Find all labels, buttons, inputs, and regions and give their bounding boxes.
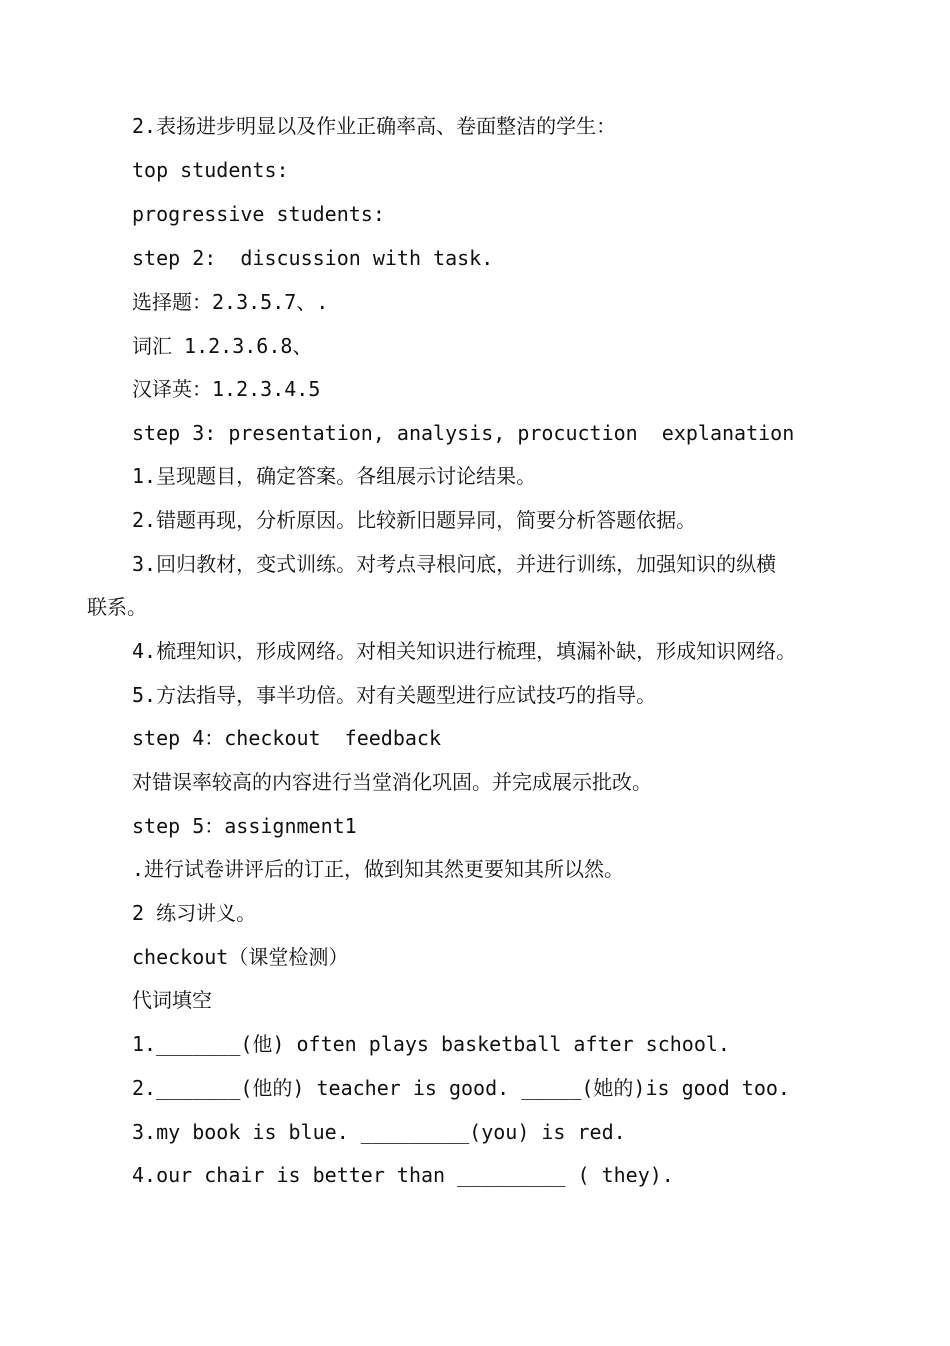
assignment-item-1: .进行试卷讲评后的订正，做到知其然更要知其所以然。 bbox=[132, 857, 625, 881]
step-3-item-4: 4.梳理知识，形成网络。对相关知识进行梳理，填漏补缺，形成知识网络。 bbox=[132, 639, 797, 663]
step-2-heading: step 2: discussion with task. bbox=[132, 246, 494, 270]
step-3-item-3: 3.回归教材，变式训练。对考点寻根问底，并进行训练，加强知识的纵横 bbox=[132, 552, 777, 576]
progressive-students-line: progressive students: bbox=[132, 202, 385, 226]
step-4-description: 对错误率较高的内容进行当堂消化巩固。并完成展示批改。 bbox=[132, 770, 652, 794]
step-3-item-5: 5.方法指导，事半功倍。对有关题型进行应试技巧的指导。 bbox=[132, 683, 657, 707]
exercise-1: 1._______(他) often plays basketball after school. bbox=[132, 1032, 730, 1056]
exercise-4: 4.our chair is better than _________ ( they). bbox=[132, 1163, 674, 1187]
step-3-item-2: 2.错题再现，分析原因。比较新旧题异同，简要分析答题依据。 bbox=[132, 508, 697, 532]
exercise-2: 2._______(他的) teacher is good. _____(她的)is good too. bbox=[132, 1076, 790, 1100]
step-3-item-1: 1.呈现题目，确定答案。各组展示讨论结果。 bbox=[132, 464, 537, 488]
exercise-3: 3.my book is blue. _________(you) is red. bbox=[132, 1120, 626, 1144]
top-students-line: top students: bbox=[132, 158, 289, 182]
step-3-heading: step 3: presentation, analysis, procuction explanation bbox=[132, 421, 795, 445]
pronoun-fill-heading: 代词填空 bbox=[132, 988, 212, 1012]
choice-questions-line: 选择题：2.3.5.7、. bbox=[132, 290, 329, 314]
praise-heading: 2.表扬进步明显以及作业正确率高、卷面整洁的学生： bbox=[132, 114, 617, 138]
assignment-item-2: 2 练习讲义。 bbox=[132, 901, 257, 925]
vocabulary-line: 词汇 1.2.3.6.8、 bbox=[132, 334, 313, 358]
translation-line: 汉译英：1.2.3.4.5 bbox=[132, 377, 321, 401]
checkout-heading: checkout（课堂检测） bbox=[132, 945, 349, 969]
step-4-heading: step 4：checkout feedback bbox=[132, 726, 441, 750]
step-5-heading: step 5：assignment1 bbox=[132, 814, 357, 838]
step-3-item-3-continued: 联系。 bbox=[87, 595, 147, 619]
